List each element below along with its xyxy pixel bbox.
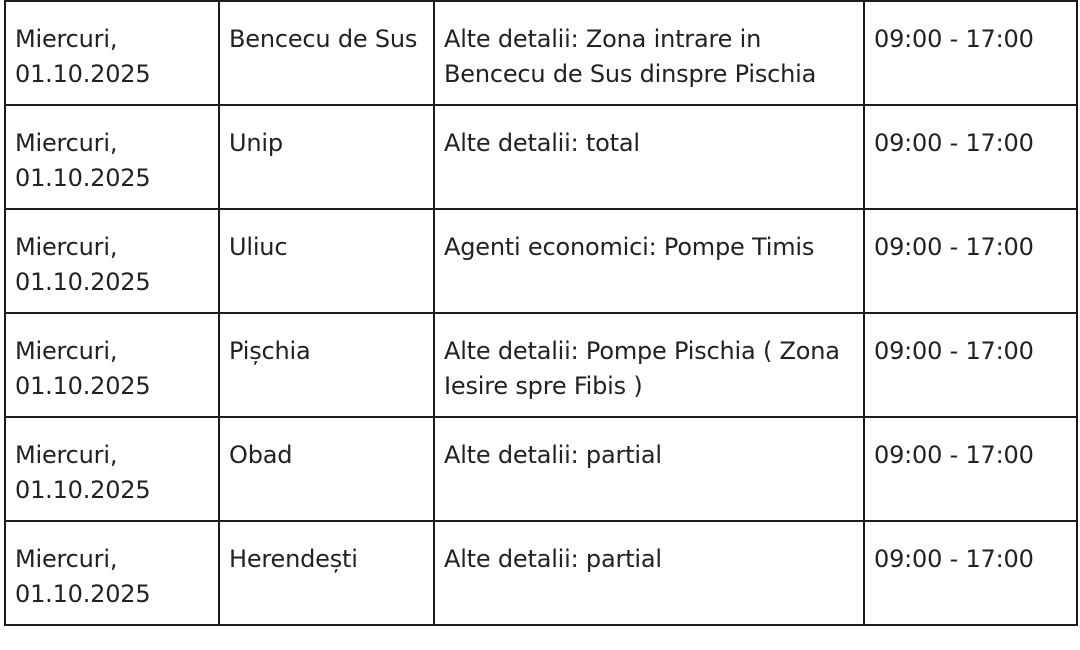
- location-cell: Pișchia: [219, 313, 434, 417]
- day-label: Miercuri,: [15, 337, 118, 365]
- time-cell: 09:00 - 17:00: [864, 313, 1077, 417]
- details-cell: Agenti economici: Pompe Timis: [434, 209, 864, 313]
- day-label: Miercuri,: [15, 545, 118, 573]
- details-cell: Alte detalii: Pompe Pischia ( Zona Iesire spre Fibis ): [434, 313, 864, 417]
- day-label: Miercuri,: [15, 441, 118, 469]
- date-cell: [5, 105, 219, 209]
- table-row: [5, 209, 1077, 313]
- date-value: 01.10.2025: [15, 60, 151, 88]
- date-cell: [5, 209, 219, 313]
- location-cell: Unip: [219, 105, 434, 209]
- time-cell: 09:00 - 17:00: [864, 417, 1077, 521]
- details-cell: Alte detalii: total: [434, 105, 864, 209]
- location-cell: Uliuc: [219, 209, 434, 313]
- location-cell: Obad: [219, 417, 434, 521]
- table-row: [5, 313, 1077, 417]
- date-cell: [5, 521, 219, 625]
- date-cell: [5, 1, 219, 105]
- details-cell: Alte detalii: Zona intrare in Bencecu de Sus dinspre Pischia: [434, 1, 864, 105]
- location-cell: Herendești: [219, 521, 434, 625]
- table-row: [5, 417, 1077, 521]
- date-value: 01.10.2025: [15, 580, 151, 608]
- date-value: 01.10.2025: [15, 164, 151, 192]
- time-cell: 09:00 - 17:00: [864, 1, 1077, 105]
- location-cell: Bencecu de Sus: [219, 1, 434, 105]
- day-label: Miercuri,: [15, 25, 118, 53]
- schedule-body: [5, 1, 1077, 625]
- date-value: 01.10.2025: [15, 476, 151, 504]
- date-value: 01.10.2025: [15, 268, 151, 296]
- day-label: Miercuri,: [15, 129, 118, 157]
- details-cell: Alte detalii: partial: [434, 521, 864, 625]
- time-cell: 09:00 - 17:00: [864, 105, 1077, 209]
- date-value: 01.10.2025: [15, 372, 151, 400]
- outage-schedule-table: [4, 0, 1078, 626]
- table-row: [5, 105, 1077, 209]
- table-row: [5, 1, 1077, 105]
- time-cell: 09:00 - 17:00: [864, 209, 1077, 313]
- date-cell: [5, 417, 219, 521]
- date-cell: [5, 313, 219, 417]
- day-label: Miercuri,: [15, 233, 118, 261]
- details-cell: Alte detalii: partial: [434, 417, 864, 521]
- time-cell: 09:00 - 17:00: [864, 521, 1077, 625]
- table-row: [5, 521, 1077, 625]
